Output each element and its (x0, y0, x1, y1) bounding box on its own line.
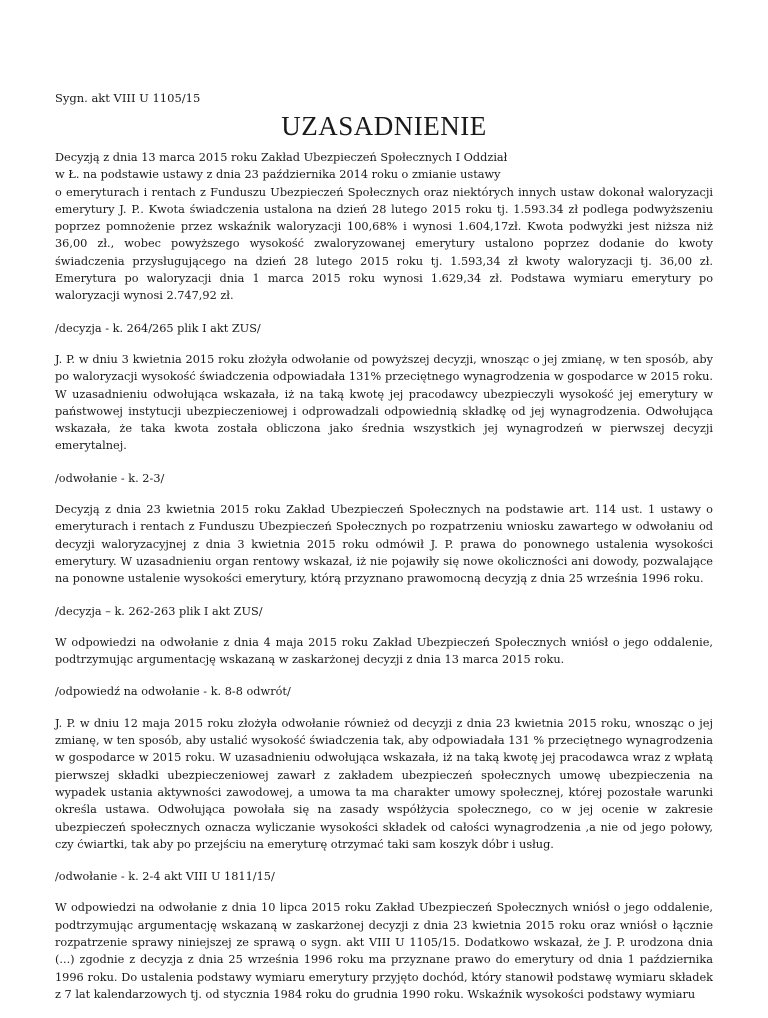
paragraph: Decyzją z dnia 23 kwietnia 2015 roku Zakład Ubezpieczeń Społecznych na podstawie art. 114 ust. 1 ustawy o emeryturach i rentach z Funduszu Ubezpieczeń Społecznych po rozpatrzeniu wniosku zawartego w odwołaniu od decyzji waloryzacyjnej z dnia 3 kwietnia 2015 roku odmówił J. P. prawa do ponownego ustalenia wysokości emerytury. W uzasadnieniu organ rentowy wskazał, iż nie pojawiły się nowe okoliczności ani dowody, pozwalające na ponowne ustalenie wysokości emerytury, którą przyznano prawomocną decyzją z dnia 25 września 1996 roku. (55, 503, 713, 586)
paragraph: J. P. w dniu 12 maja 2015 roku złożyła odwołanie również od decyzji z dnia 23 kwietnia 2015 roku, wnosząc o jej zmianę, w ten sposób, aby ustalić wysokość świadczenia tak, aby odpowiadała 131 % przeciętnego wynagrodzenia w gospodarce w 2015 roku. W uzasadnieniu odwołująca wskazała, iż na taką kwotę jej pracodawca wraz z wpłatą pierwszej składki ubezpieczeniowej zawarł z zakładem ubezpieczeń społecznych umowę ubezpieczenia na wypadek ustania aktywności zawodowej, a umowa ta ma charakter umowy społecznej, której pozostałe warunki określa ustawa. Odwołująca powołała się na zasady współżycia społecznego, co w jej ocenie w zakresie ubezpieczeń społecznych oznacza wyliczanie wysokości składek od całości wynagrodzenia ,a nie od jego połowy, czy ćwiartki, tak aby po przejściu na emeryturę otrzymać taki sam koszyk dóbr i usług. (55, 716, 713, 851)
reference-note: /decyzja - k. 264/265 plik I akt ZUS/ (55, 321, 261, 335)
paragraph-text: o emeryturach i rentach z Funduszu Ubezpieczeń Społecznych oraz niektórych innych ustaw dokonał waloryzacji emerytury J. P.. Kwota świadczenia ustalona na dzień 28 lutego 2015 roku tj. 1.593.34 zł podlega podwyższeniu poprzez pomnożenie przez wskaźnik waloryzacji 100,68% i wynosi 1.604,17zł. Kwota podwyżki jest niższa niż 36,00 zł., wobec powyższego wysokość zwaloryzowanej emerytury ustalono poprzez dodanie do kwoty świadczenia przysługującego na dzień 28 lutego 2015 roku tj. 1.593,34 zł kwoty waloryzacji tj. 36,00 zł. Emerytura po waloryzacji dnia 1 marca 2015 roku wynosi 1.629,34 zł. Podstawa wymiaru emerytury po waloryzacji wynosi 2.747,92 zł. (55, 185, 713, 303)
reference-note: /decyzja – k. 262-263 plik I akt ZUS/ (55, 604, 263, 618)
intro-line: Decyzją z dnia 13 marca 2015 roku Zakład Ubezpieczeń Społecznych I Oddział (55, 151, 508, 164)
paragraph: W odpowiedzi na odwołanie z dnia 10 lipca 2015 roku Zakład Ubezpieczeń Społecznych wniósł o jego oddalenie, podtrzymując argumentację wskazaną w zaskarżonej decyzji z dnia 23 kwietnia 2015 roku oraz wniósł o łącznie rozpatrzenie sprawy niniejszej ze sprawą o sygn. akt VIII U 1105/15. Dodatkowo wskazał, że J. P. urodzona dnia (...) zgodnie z decyzja z dnia 25 września 1996 roku ma przyznane prawo do emerytury od dnia 1 października 1996 roku. Do ustalenia podstawy wymiaru emerytury przyjęto dochód, który stanowił podstawę wymiaru składek z 7 lat kalendarzowych tj. od stycznia 1984 roku do grudnia 1990 roku. Wskaźnik wysokości podstawy wymiaru (55, 901, 713, 1001)
paragraph (55, 149, 713, 305)
document-title: UZASADNIENIE (281, 111, 487, 141)
paragraph: W odpowiedzi na odwołanie z dnia 4 maja 2015 roku Zakład Ubezpieczeń Społecznych wniósł o jego oddalenie, podtrzymując argumentację wskazaną w zaskarżonej decyzji z dnia 13 marca 2015 roku. (55, 635, 713, 667)
intro-line: w Ł. na podstawie ustawy z dnia 23 października 2014 roku o zmianie ustawy (55, 168, 501, 182)
reference-note: /odwołanie - k. 2-3/ (55, 471, 165, 485)
reference-note: /odwołanie - k. 2-4 akt VIII U 1811/15/ (55, 870, 275, 884)
case-signature: Sygn. akt VIII U 1105/15 (55, 91, 201, 105)
reference-note: /odpowiedź na odwołanie - k. 8-8 odwrót/ (55, 685, 291, 699)
document-body (55, 149, 713, 1018)
paragraph: J. P. w dniu 3 kwietnia 2015 roku złożyła odwołanie od powyższej decyzji, wnosząc o jej zmianę, w ten sposób, aby po waloryzacji wysokość świadczenia odpowiadała 131% przeciętnego wynagrodzenia w gospodarce w 2015 roku. W uzasadnieniu odwołująca wskazała, iż na taką kwotę jej pracodawcy ubezpieczyli wysokość jej emerytury w państwowej instytucji ubezpieczeniowej i odprowadzali odpowiednią składkę od jej wynagrodzenia. Odwołująca wskazała, że taka kwota została obliczona jako średnia wszystkich jej wynagrodzeń w pierwszej decyzji emerytalnej. (55, 352, 713, 453)
